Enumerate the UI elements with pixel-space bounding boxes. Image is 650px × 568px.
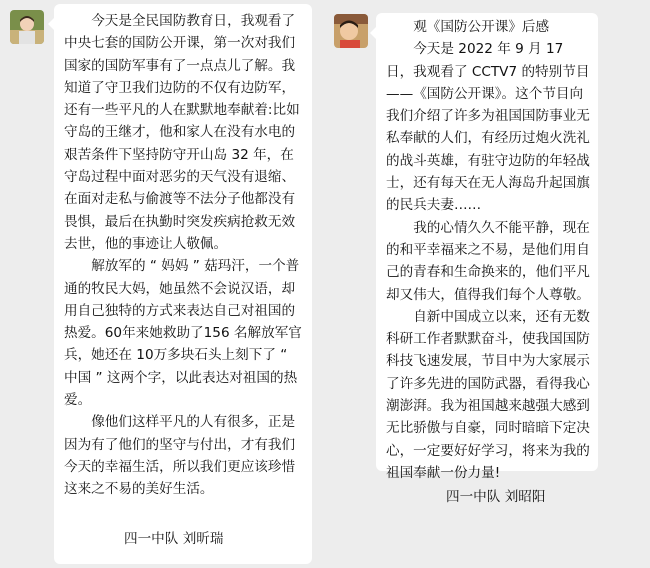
sender-avatar-left[interactable] xyxy=(10,10,44,44)
child-avatar-icon xyxy=(334,14,368,48)
message-signature: 四一中队 刘昭阳 xyxy=(446,489,546,506)
message-title: 观《国防公开课》后感 xyxy=(413,19,550,35)
message-signature: 四一中队 刘昕瑞 xyxy=(124,530,224,547)
child-avatar-icon xyxy=(10,10,44,44)
message-paragraph: 今天是全民国防教育日，我观看了中央七套的国防公开课，第一次对我们国家的国防军事有了一点点儿了解。我知道了守卫我们边防的不仅有边防军，还有一些平凡的人在默默地奉献着:比如守岛的王继才，他和家人在没有水电的艰苦条件下坚持防守开山岛 32 年，在守岛过程中面对恶劣的天气没有退缩、在面对走私与偷渡等不法分子他都没有畏惧，最后在执勤时突发疾病抢救无效去世，他的事迹让人敬佩。 xyxy=(64,13,300,252)
message-paragraph: 解放军的 “ 妈妈 ” 菇玛汗，一个普通的牧民大妈，她虽然不会说汉语，却用自己独特的方式来表达自己对祖国的热爱。60年来她救助了156 名解放军官兵，她还在 10万多块石头上刻下了 “ 中国 ” 这两个字，以此表达对祖国的热爱。 xyxy=(64,258,302,409)
chat-bubble-left[interactable] xyxy=(54,4,312,564)
message-paragraph: 自新中国成立以来，还有无数科研工作者默默奋斗，使我国国防科技飞速发展，节目中为大家展示了许多先进的国防武器，看得我心潮澎湃。我为祖国越来越强大感到无比骄傲与自豪，同时暗暗下定决心，一定要好好学习，将来为我的祖国奉献一份力量! xyxy=(386,308,590,481)
message-paragraph: 今天是 2022 年 9 月 17 日，我观看了 CCTV7 的特别节目——《国防公开课》。这个节目向我们介绍了许多为祖国国防事业无私奉献的人们，有经历过炮火洗礼的战斗英雄，有驻守边防的年轻战士，还有每天在无人海岛升起国旗的民兵夫妻…… xyxy=(386,41,590,214)
chat-bubble-right[interactable] xyxy=(376,13,598,506)
sender-avatar-right[interactable] xyxy=(334,14,368,48)
message-paragraph: 我的心情久久不能平静，现在的和平幸福来之不易，是他们用自己的青春和生命换来的，他们平凡却又伟大，值得我们每个人尊敬。 xyxy=(386,219,590,303)
message-paragraph: 像他们这样平凡的人有很多，正是因为有了他们的坚守与付出，才有我们今天的幸福生活，所以我们更应该珍惜这来之不易的美好生活。 xyxy=(64,414,296,498)
